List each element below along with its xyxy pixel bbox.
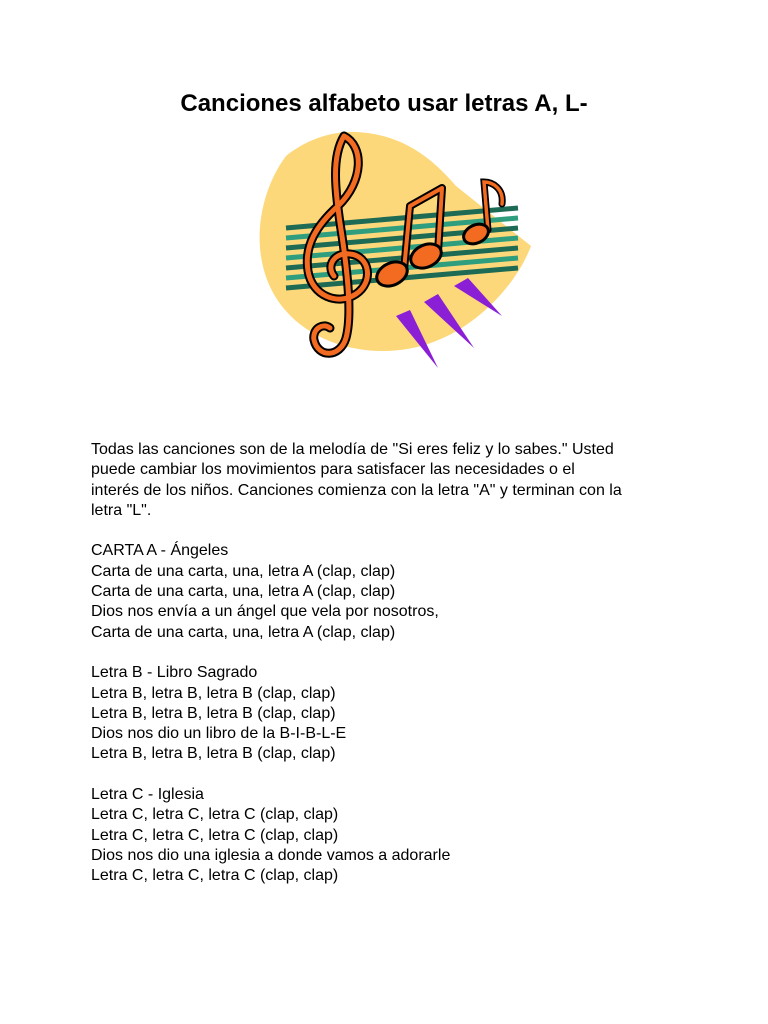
- stanza-heading: Letra C - Iglesia: [91, 786, 204, 804]
- stanza-line: Letra B, letra B, letra B (clap, clap): [91, 745, 336, 763]
- stanza-a: [91, 541, 691, 642]
- stanza-line: Letra B, letra B, letra B (clap, clap): [91, 684, 336, 702]
- stanza-line: Letra C, letra C, letra C (clap, clap): [91, 826, 339, 844]
- stanza-line: Carta de una carta, una, letra A (clap, clap): [91, 623, 396, 641]
- stanza-b: [91, 663, 691, 764]
- stanza-line: Carta de una carta, una, letra A (clap, clap): [91, 562, 396, 580]
- intro-line: interés de los niños. Canciones comienza con la letra "A" y terminan con la: [91, 481, 622, 499]
- intro-line: puede cambiar los movimientos para satisfacer las necesidades o el: [91, 461, 575, 479]
- stanza-c: [91, 785, 691, 886]
- document-body: [91, 440, 691, 887]
- stanza-heading: CARTA A - Ángeles: [91, 542, 229, 560]
- stanza-line: Letra B, letra B, letra B (clap, clap): [91, 704, 336, 722]
- stanza-line: Letra C, letra C, letra C (clap, clap): [91, 806, 339, 824]
- page-title: Canciones alfabeto usar letras A, L-: [180, 90, 588, 117]
- intro-line: letra "L".: [91, 501, 152, 519]
- stanza-line: Dios nos dio un libro de la B-I-B-L-E: [91, 725, 347, 743]
- stanza-line: Dios nos envía a un ángel que vela por nosotros,: [91, 603, 439, 621]
- intro-paragraph: [91, 440, 691, 521]
- stanza-heading: Letra B - Libro Sagrado: [91, 664, 258, 682]
- music-notes-clipart-icon: [246, 126, 536, 376]
- stanza-line: Carta de una carta, una, letra A (clap, clap): [91, 583, 396, 601]
- intro-line: Todas las canciones son de la melodía de "Si eres feliz y lo sabes." Usted: [91, 441, 614, 458]
- stanza-line: Letra C, letra C, letra C (clap, clap): [91, 867, 339, 885]
- stanza-line: Dios nos dio una iglesia a donde vamos a adorarle: [91, 846, 451, 864]
